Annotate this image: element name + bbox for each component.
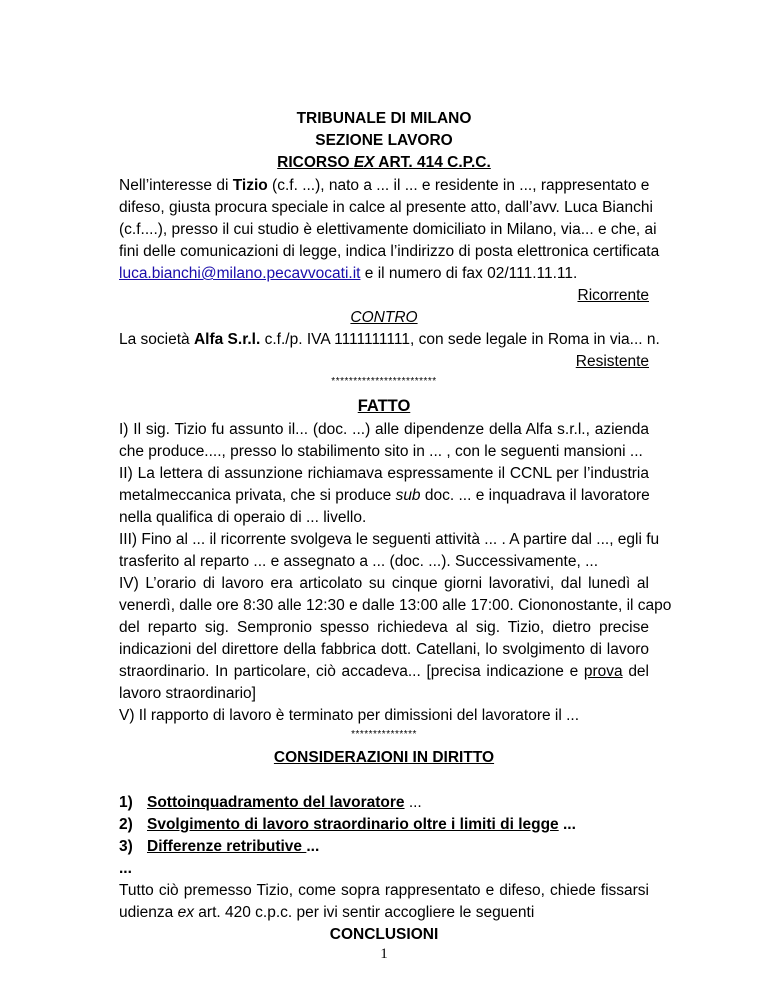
client-name: Tizio — [232, 177, 268, 194]
fatto-line-5: nella qualifica di operaio di ... livello. — [119, 509, 367, 526]
appeal-title-ex: EX — [353, 154, 375, 171]
closing-l2-ex: ex — [177, 904, 194, 921]
closing-l2-b: art. 420 c.p.c. per ivi sentir accogliere le seguenti — [193, 904, 535, 921]
fatto-l4-sub: sub — [395, 487, 421, 504]
section-title: SEZIONE LAVORO — [315, 132, 453, 149]
defendant-name: Alfa S.r.l. — [193, 331, 261, 348]
item-1-text: Sottoinquadramento del lavoratore — [147, 794, 405, 811]
item-3-number: 3) — [119, 838, 133, 855]
fatto-l12-prova: prova — [583, 663, 623, 680]
appeal-title — [119, 152, 649, 174]
contro-label: CONTRO — [350, 309, 418, 326]
appeal-title-post: ART. 414 C.P.C. — [374, 154, 491, 171]
fatto-line-9: venerdì, dalle ore 8:30 alle 12:30 e dalle 13:00 alle 17:00. Ciononostante, il capo — [119, 597, 672, 614]
fatto-line-7: trasferito al reparto ... e assegnato a ... (doc. ...). Successivamente, ... — [119, 553, 598, 570]
fatto-line-4 — [119, 485, 649, 507]
intro-line-3: (c.f....), presso il cui studio è elettivamente domiciliato in Milano, via... e che, ai — [119, 221, 657, 238]
closing-line-2 — [119, 902, 649, 924]
pec-email-link[interactable]: luca.bianchi@milano.pecavvocati.it — [119, 265, 361, 282]
separator-1: ************************ — [331, 376, 437, 387]
fatto-line-14: V) Il rapporto di lavoro è terminato per dimissioni del lavoratore il ... — [119, 707, 580, 724]
closing-line-1: Tutto ciò premesso Tizio, come sopra rappresentato e difeso, chiede fissarsi — [119, 882, 649, 899]
fatto-line-3: II) La lettera di assunzione richiamava espressamente il CCNL per l’industria — [119, 465, 649, 482]
item-1 — [147, 792, 422, 814]
item-2-tail: ... — [558, 816, 576, 833]
conclusioni-title: CONCLUSIONI — [329, 926, 439, 943]
diritto-ellipsis: ... — [119, 860, 132, 877]
fatto-l4-rest: doc. ... e inquadrava il lavoratore — [420, 487, 650, 504]
item-1-number: 1) — [119, 794, 133, 811]
contro-line-1 — [119, 329, 660, 351]
plaintiff-role: Ricorrente — [577, 287, 649, 304]
item-1-tail: ... — [404, 794, 422, 811]
contro-l1-b: c.f./p. IVA 1111111111, con sede legale in Roma in via... n. — [260, 331, 660, 348]
fatto-l12-rest: del — [622, 663, 649, 680]
fatto-line-13: lavoro straordinario] — [119, 685, 256, 702]
item-2 — [147, 814, 576, 836]
defendant-role: Resistente — [575, 353, 649, 370]
contro-l1-a: La società — [119, 331, 194, 348]
fatto-line-10: del reparto sig. Sempronio spesso richiedeva al sig. Tizio, dietro precise — [119, 619, 649, 636]
item-2-text: Svolgimento di lavoro straordinario oltre i limiti di legge — [147, 816, 559, 833]
court-title: TRIBUNALE DI MILANO — [296, 110, 472, 127]
diritto-title: CONSIDERAZIONI IN DIRITTO — [273, 749, 495, 766]
item-3 — [147, 836, 319, 858]
intro-l5-rest: e il numero di fax 02/111.11.11. — [360, 265, 578, 282]
fatto-line-8: IV) L’orario di lavoro era articolato su cinque giorni lavorativi, dal lunedì al — [119, 575, 649, 592]
intro-line-4: fini delle comunicazioni di legge, indica l’indirizzo di posta elettronica certificata — [119, 243, 660, 260]
closing-l2-a: udienza — [119, 904, 178, 921]
intro-line-1 — [119, 175, 649, 197]
item-3-text: Differenze retributive — [147, 838, 307, 855]
fatto-line-6: III) Fino al ... il ricorrente svolgeva le seguenti attività ... . A partire dal ..., egli fu — [119, 531, 660, 548]
item-2-number: 2) — [119, 816, 133, 833]
fatto-line-11: indicazioni del direttore della fabbrica dott. Catellani, lo svolgimento di lavoro — [119, 641, 649, 658]
fatto-line-2: che produce...., presso lo stabilimento sito in ... , con le seguenti mansioni ... — [119, 443, 643, 460]
intro-line-5 — [119, 263, 649, 285]
intro-l1-b: (c.f. ...), nato a ... il ... e residente in ..., rappresentato e — [267, 177, 650, 194]
appeal-title-pre: RICORSO — [277, 154, 354, 171]
fatto-l4-a: metalmeccanica privata, che si produce — [119, 487, 396, 504]
fatto-line-12 — [119, 661, 649, 683]
page-number: 1 — [380, 946, 388, 962]
intro-line-2: difeso, giusta procura speciale in calce al presente atto, dall’avv. Luca Bianchi — [119, 199, 653, 216]
fatto-line-1: I) Il sig. Tizio fu assunto il... (doc. ...) alle dipendenze della Alfa s.r.l., azienda — [119, 421, 649, 438]
separator-2: *************** — [351, 729, 417, 740]
item-3-tail: ... — [306, 838, 320, 855]
fatto-title: FATTO — [357, 397, 411, 415]
fatto-l12-a: straordinario. In particolare, ciò accadeva... [precisa indicazione e — [119, 663, 584, 680]
intro-l1-a: Nell’interesse di — [119, 177, 233, 194]
